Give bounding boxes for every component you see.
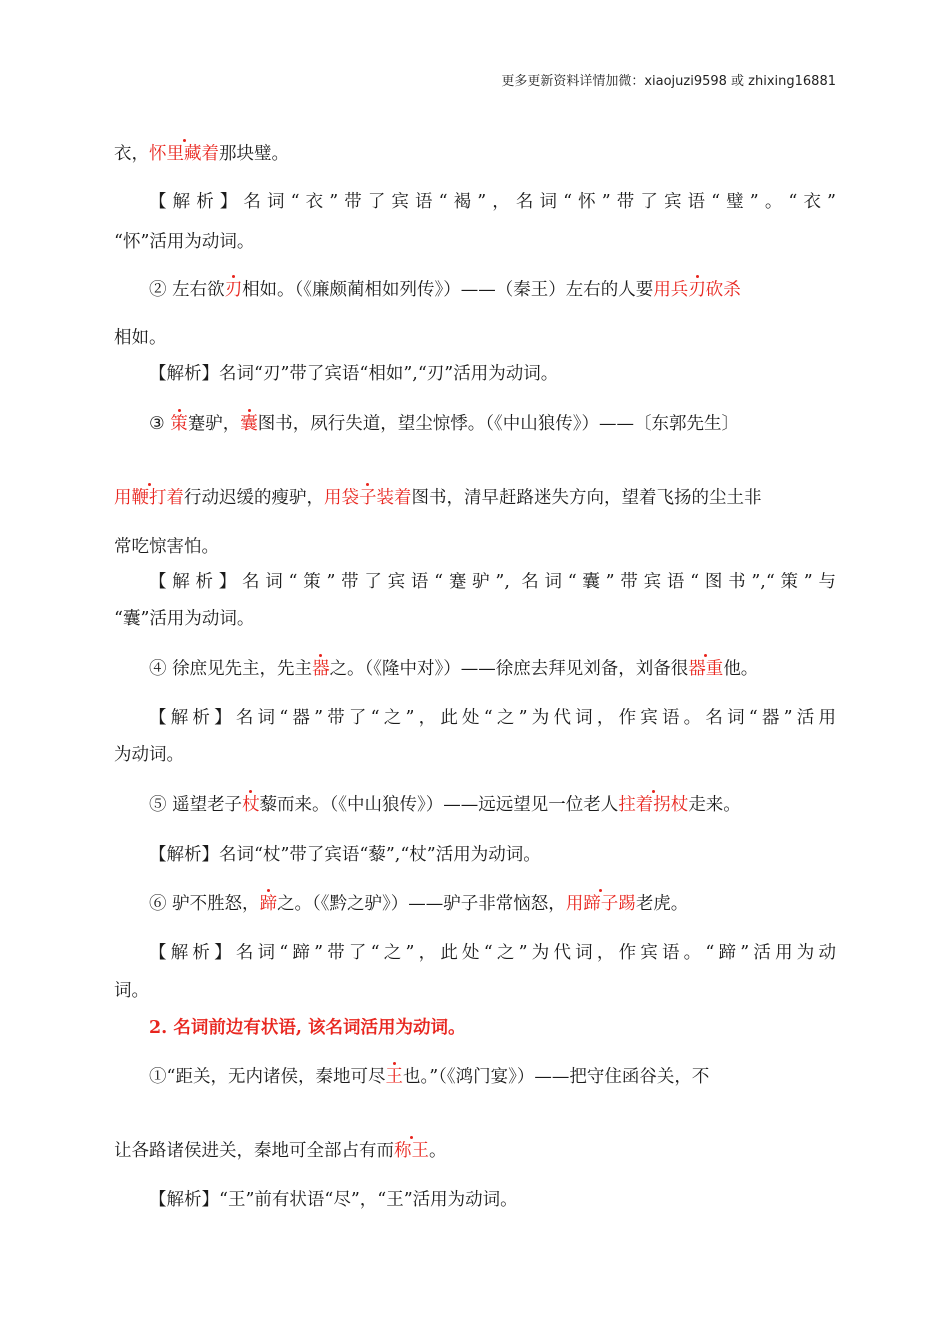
analysis-line: 【解析】“王”前有状语“尽”，“王”活用为动词。: [149, 1190, 518, 1210]
text: 。: [429, 1141, 447, 1161]
text-line: [114, 1138, 836, 1164]
emphasized-text: 器重: [688, 659, 724, 679]
emphasized-text: 蹄: [259, 894, 278, 914]
text: 之。（《隆中对》）——徐庶去拜见刘备，刘备很: [329, 659, 689, 679]
text: 图书，清早赶路迷失方向，望着飞扬的尘土非: [411, 488, 762, 508]
text: 藜而来。（《中山狼传》）——远远望见一位老人: [259, 795, 619, 815]
example-line: [114, 891, 836, 917]
text: 那块璧。: [219, 144, 289, 164]
emphasized-text: 怀里藏着: [149, 144, 219, 164]
emphasized-text: 王: [385, 1067, 403, 1087]
analysis-line: 【解析】名词“蹄”带了“之”，此处“之”为代词，作宾语。“蹄”活用为动: [149, 943, 836, 963]
text: 老虎。: [635, 894, 689, 914]
text: 蹇驴，: [187, 414, 241, 434]
text: ② 左右欲: [149, 280, 225, 300]
text-line: 词。: [114, 981, 149, 1001]
example-line: [114, 411, 836, 437]
text-line: “怀”活用为动词。: [114, 232, 255, 252]
analysis-line: 【解析】名词“刃”带了宾语“相如”,“刃”活用为动词。: [149, 364, 559, 384]
emphasized-text: 策: [170, 414, 188, 434]
emphasized-text: 用袋子装着: [324, 488, 412, 508]
emphasized-text: 用兵刃砍杀: [653, 280, 741, 300]
text: 图书，夙行失道，望尘惊悸。（《中山狼传》）——〔东郭先生〕: [257, 414, 740, 434]
text-line: 常吃惊害怕。: [114, 537, 219, 557]
emphasized-text: 杖: [242, 795, 260, 815]
text: 行动迟缓的瘦驴，: [184, 488, 324, 508]
example-line: [114, 656, 836, 682]
example-line: [114, 792, 836, 818]
analysis-line: 【解析】名词“衣”带了宾语“褐”，名词“怀”带了宾语“璧”。“衣”: [149, 192, 836, 212]
section-heading: 2. 名词前边有状语, 该名词活用为动词。: [149, 1018, 466, 1038]
text-line: 为动词。: [114, 745, 184, 765]
text: 也。”（《鸿门宴》）——把守住函谷关，不: [402, 1067, 710, 1087]
text: 让各路诸侯进关，秦地可全部占有而: [114, 1141, 394, 1161]
page-header-note: 更多更新资料详情加微：xiaojuzi9598 或 zhixing16881: [501, 74, 836, 89]
text: 衣，: [114, 144, 149, 164]
text: ③: [149, 414, 171, 434]
text: 相如。（《廉颇蔺相如列传》）——（秦王）左右的人要: [242, 280, 654, 300]
text: 走来。: [688, 795, 741, 815]
text-line: 相如。: [114, 328, 167, 348]
emphasized-text: 囊: [240, 414, 258, 434]
text: ⑤ 遥望老子: [149, 795, 243, 815]
emphasized-text: 用鞭打着: [114, 488, 184, 508]
emphasized-text: 称王: [394, 1141, 429, 1161]
example-line: [114, 277, 836, 303]
example-line: [114, 1064, 836, 1090]
text: ①“距关，无内诸侯，秦地可尽: [149, 1067, 386, 1087]
text: 他。: [723, 659, 759, 679]
text-line: [114, 141, 836, 167]
text: ④ 徐庶见先主，先主: [149, 659, 313, 679]
emphasized-text: 刃: [224, 280, 243, 300]
text: ⑥ 驴不胜怒，: [149, 894, 260, 914]
emphasized-text: 器: [312, 659, 330, 679]
emphasized-text: 用蹄子踢: [565, 894, 636, 914]
text-line: [114, 485, 836, 511]
text: 之。（《黔之驴》）——驴子非常恼怒，: [277, 894, 566, 914]
text-line: “囊”活用为动词。: [114, 609, 255, 629]
emphasized-text: 拄着拐杖: [618, 795, 689, 815]
analysis-line: 【解析】名词“杖”带了宾语“藜”,“杖”活用为动词。: [149, 845, 541, 865]
analysis-line: 【解析】名词“器”带了“之”，此处“之”为代词，作宾语。名词“器”活用: [149, 708, 836, 728]
analysis-line: 【解析】名词“策”带了宾语“蹇驴”, 名词“囊”带宾语“图书”,“策”与: [149, 572, 836, 592]
